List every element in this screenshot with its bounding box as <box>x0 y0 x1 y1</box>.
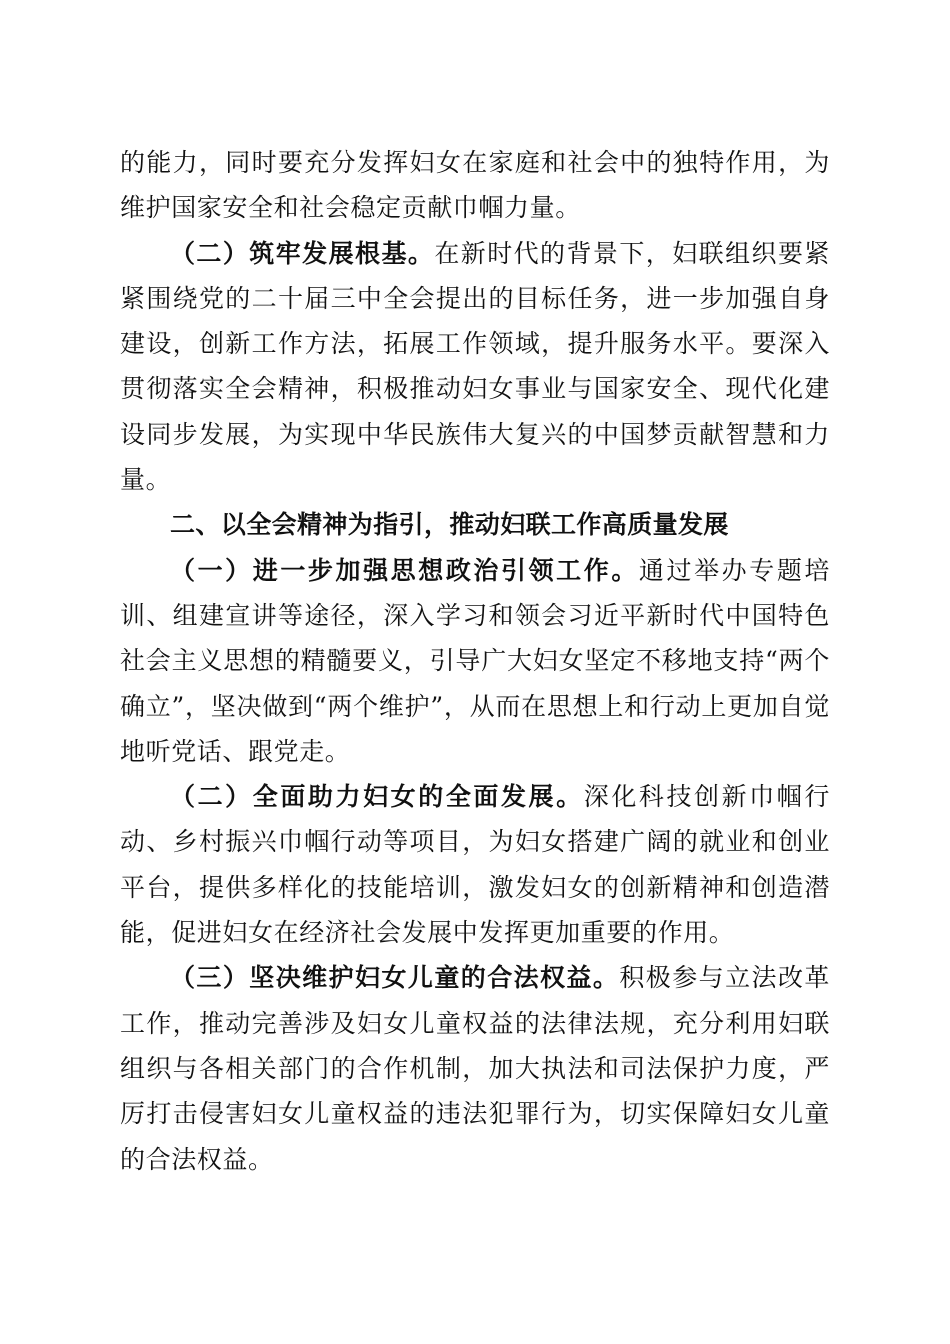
paragraph-women-development <box>120 774 830 955</box>
paragraph-rights-protection <box>120 955 830 1181</box>
paragraph-continuation <box>120 140 830 231</box>
paragraph-text: 深化科技创新巾帼行动、乡村振兴巾帼行动等项目，为妇女搭建广阔的就业和创业平台，提供多样化的技能培训，激发妇女的创新精神和创造潜能，促进妇女在经济社会发展中发挥更加重要的作用。 <box>120 782 830 948</box>
paragraph-lead: （一）进一步加强思想政治引领工作。 <box>170 555 639 585</box>
paragraph-text: 的能力，同时要充分发挥妇女在家庭和社会中的独特作用，为维护国家安全和社会稳定贡献巾帼力量。 <box>120 148 830 223</box>
paragraph-lead: （三）坚决维护妇女儿童的合法权益。 <box>170 963 620 993</box>
document-page <box>120 140 830 1182</box>
paragraph-text: 通过举办专题培训、组建宣讲等途径，深入学习和领会习近平新时代中国特色社会主义思想的精髓要义，引导广大妇女坚定不移地支持“两个确立”，坚决做到“两个维护”，从而在思想上和行动上更加自觉地听党话、跟党走。 <box>120 555 831 766</box>
paragraph-political-guidance <box>120 548 830 774</box>
paragraph-lead: （二）筑牢发展根基。 <box>170 238 435 268</box>
paragraph-lead: （二）全面助力妇女的全面发展。 <box>170 782 584 812</box>
paragraph-text: 在新时代的背景下，妇联组织要紧紧围绕党的二十届三中全会提出的目标任务，进一步加强自身建设，创新工作方法，拓展工作领域，提升服务水平。要深入贯彻落实全会精神，积极推动妇女事业与国家安全、现代化建设同步发展，为实现中华民族伟大复兴的中国梦贡献智慧和力量。 <box>120 238 830 495</box>
section-heading: 二、以全会精神为指引，推动妇联工作高质量发展 <box>170 510 729 540</box>
paragraph-foundation <box>120 231 830 503</box>
paragraph-text: 积极参与立法改革工作，推动完善涉及妇女儿童权益的法律法规，充分利用妇联组织与各相关部门的合作机制，加大执法和司法保护力度，严厉打击侵害妇女儿童权益的违法犯罪行为，切实保障妇女儿童的合法权益。 <box>120 963 830 1174</box>
